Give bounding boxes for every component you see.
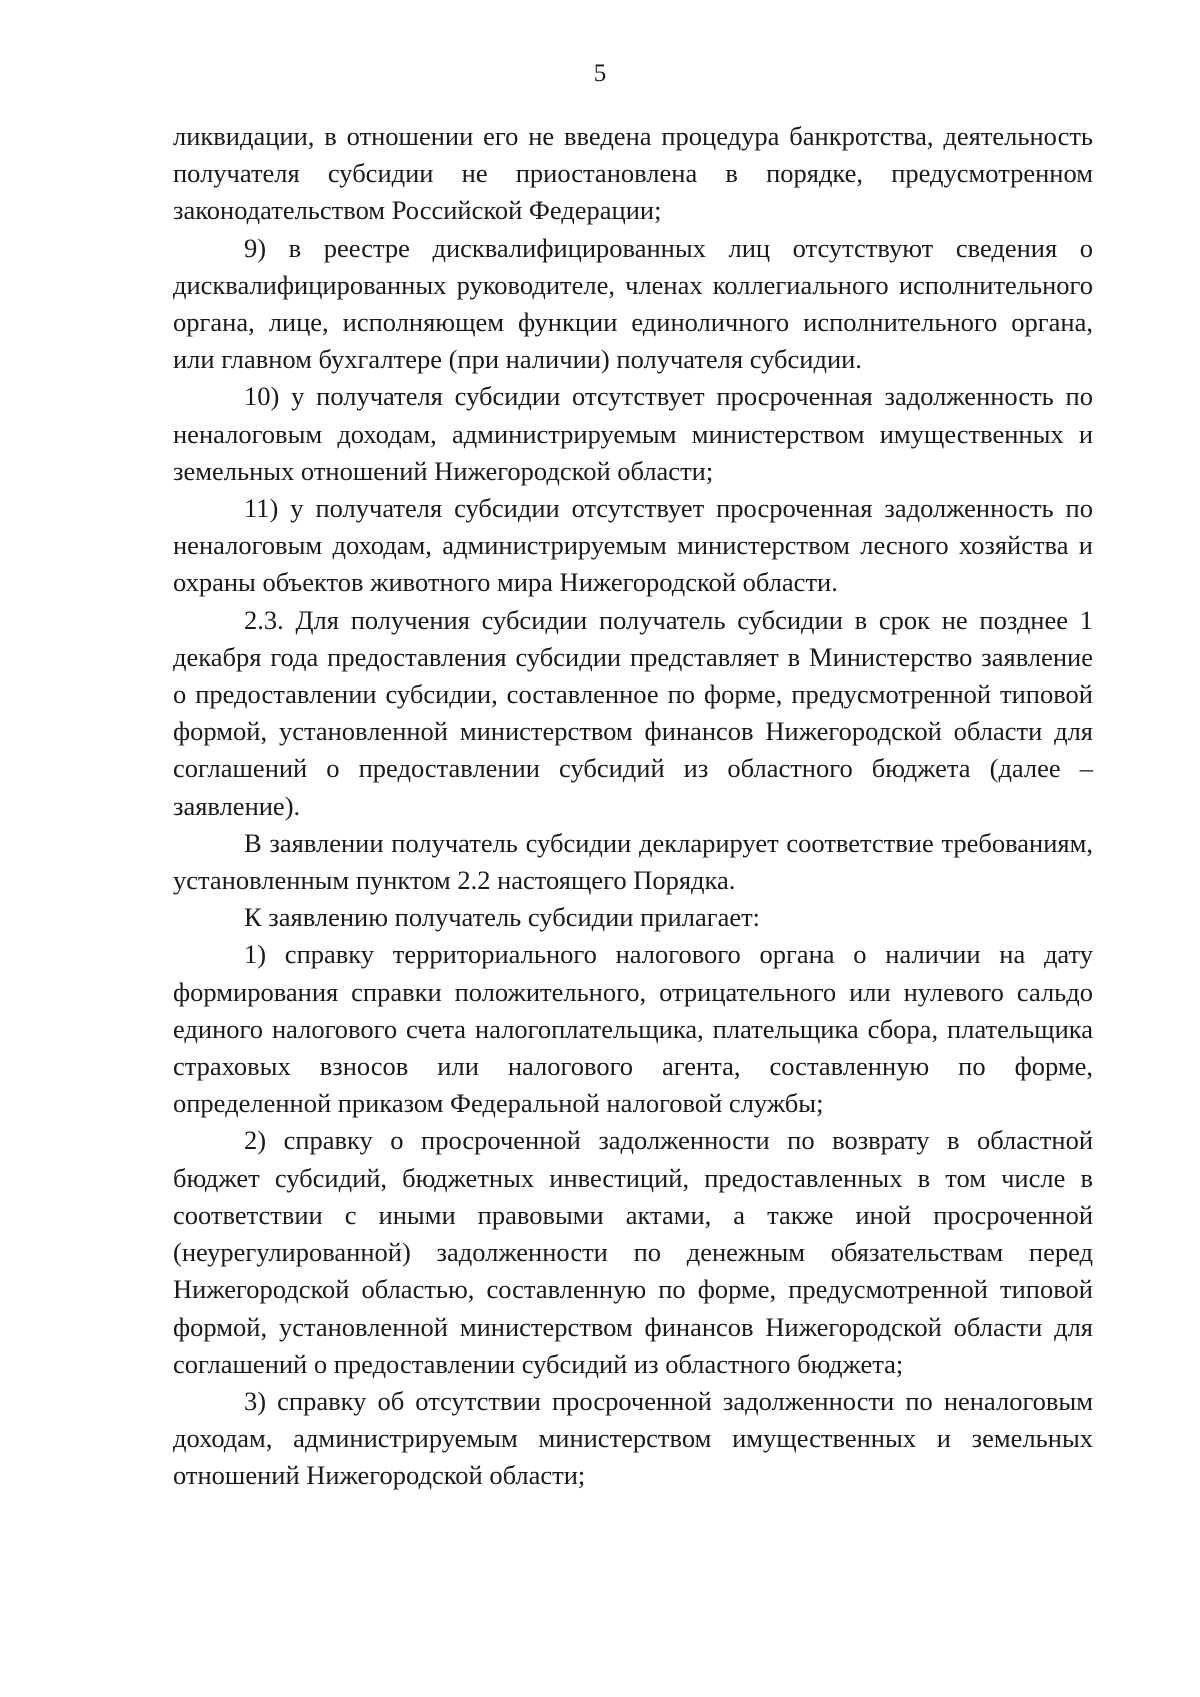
document-body <box>173 118 1093 1495</box>
paragraph-item-11: 11) у получателя субсидии отсутствует просроченная задолженность по неналоговым доходам, администрируемым министерством лесного хозяйства и охраны объектов животного мира Нижегородской области. <box>173 493 1093 598</box>
paragraph-declaration: В заявлении получатель субсидии декларирует соответствие требованиям, установленным пунктом 2.2 настоящего Порядка. <box>173 827 1093 896</box>
page-number: 5 <box>593 60 607 87</box>
paragraph-item-10: 10) у получателя субсидии отсутствует просроченная задолженность по неналоговым доходам, администрируемым министерством имущественных и земельных отношений Нижегородской области; <box>173 381 1093 486</box>
paragraph-attachment-3: 3) справку об отсутствии просроченной задолженности по неналоговым доходам, администрируемым министерством имущественных и земельных отношений Нижегородской области; <box>173 1385 1093 1491</box>
paragraph-item-9: 9) в реестре дисквалифицированных лиц отсутствуют сведения о дисквалифицированных руководителе, членах коллегиального исполнительного органа, лице, исполняющем функции единоличного исполнительного органа, или главном бухгалтере (при наличии) получателя субсидии. <box>173 232 1093 375</box>
paragraph-continuation: ликвидации, в отношении его не введена процедура банкротства, деятельность получателя субсидии не приостановлена в порядке, предусмотренном законодательством Российской Федерации; <box>173 121 1093 226</box>
paragraph-attachments-intro: К заявлению получатель субсидии прилагает: <box>244 902 761 933</box>
paragraph-section-2-3: 2.3. Для получения субсидии получатель субсидии в срок не позднее 1 декабря года предоставления субсидии представляет в Министерство заявление о предоставлении субсидии, составленное по форме, предусмотренной типовой формой, установленной министерством финансов Нижегородской области для соглашений о предоставлении субсидий из областного бюджета (далее – заявление). <box>173 604 1093 821</box>
paragraph-attachment-1: 1) справку территориального налогового органа о наличии на дату формирования справки положительного, отрицательного или нулевого сальдо единого налогового счета налогоплательщика, плательщика сбора, плательщика страховых взносов или налогового агента, составленную по форме, определенной приказом Федеральной налоговой службы; <box>173 939 1093 1119</box>
paragraph-attachment-2: 2) справку о просроченной задолженности по возврату в областной бюджет субсидий, бюджетных инвестиций, предоставленных в том числе в соответствии с иными правовыми актами, а также иной просроченной (неурегулированной) задолженности по денежным обязательствам перед Нижегородской областью, составленную по форме, предусмотренной типовой формой, установленной министерством финансов Нижегородской области для соглашений о предоставлении субсидий из областного бюджета; <box>173 1125 1093 1379</box>
